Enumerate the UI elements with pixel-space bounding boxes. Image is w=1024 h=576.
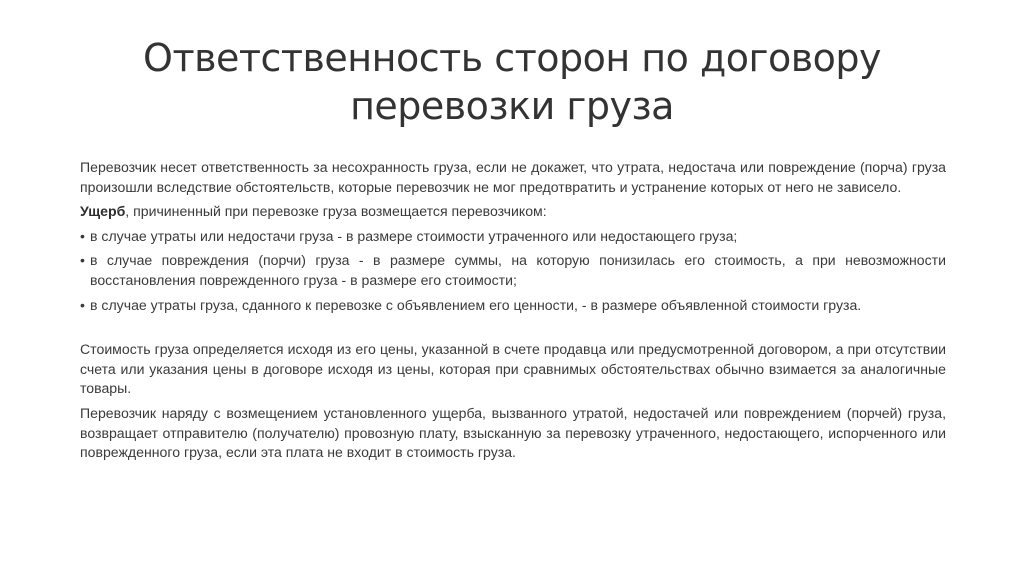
paragraph-freight-refund: Перевозчик наряду с возмещением установленного ущерба, вызванного утратой, недостачей или повреждением (порчей) груза, возвращает отправителю (получателю) провозную плату, взысканную за перевозку утраченного, недостающего, испорченного или поврежденного груза, если эта плата не входит в стоимость груза. (80, 404, 946, 461)
slide-title (100, 34, 924, 130)
damage-intro-text: , причиненный при перевозке груза возмещается перевозчиком: (125, 203, 547, 220)
list-item (80, 296, 946, 316)
slide-body (80, 158, 946, 468)
list-item-text: в случае повреждения (порчи) груза - в размере суммы, на которую понизилась его стоимость, а при невозможности восстановления поврежденного груза - в размере его стоимости; (90, 252, 946, 288)
paragraph-damage-intro (80, 202, 946, 222)
damage-bullet-list (80, 227, 946, 315)
bullet-icon: • (80, 227, 85, 244)
list-item (80, 251, 946, 290)
list-item (80, 227, 946, 247)
title-line-1: Ответственность сторон по договору (143, 36, 881, 80)
title-line-2: перевозки груза (350, 84, 674, 128)
paragraph-cargo-value: Стоимость груза определяется исходя из его цены, указанной в счете продавца или предусмотренной договором, а при отсутствии счета или указания цены в договоре исходя из цены, которая при сравнимых обстоятельствах обычно взимается за аналогичные товары. (80, 341, 946, 397)
bullet-icon: • (80, 296, 85, 313)
list-item-text: в случае утраты или недостачи груза - в размере стоимости утраченного или недостающего груза; (90, 227, 738, 244)
list-item-text: в случае утраты груза, сданного к перевозке с объявлением его ценности, - в размере объявленной стоимости груза. (90, 296, 862, 313)
bullet-icon: • (80, 252, 85, 269)
damage-term: Ущерб (80, 203, 126, 220)
paragraph-carrier-liability: Перевозчик несет ответственность за несохранность груза, если не докажет, что утрата, недостача или повреждение (порча) груза произошли вследствие обстоятельств, которые перевозчик не мог предотвратить и устранение которых от него не зависело. (80, 159, 946, 195)
